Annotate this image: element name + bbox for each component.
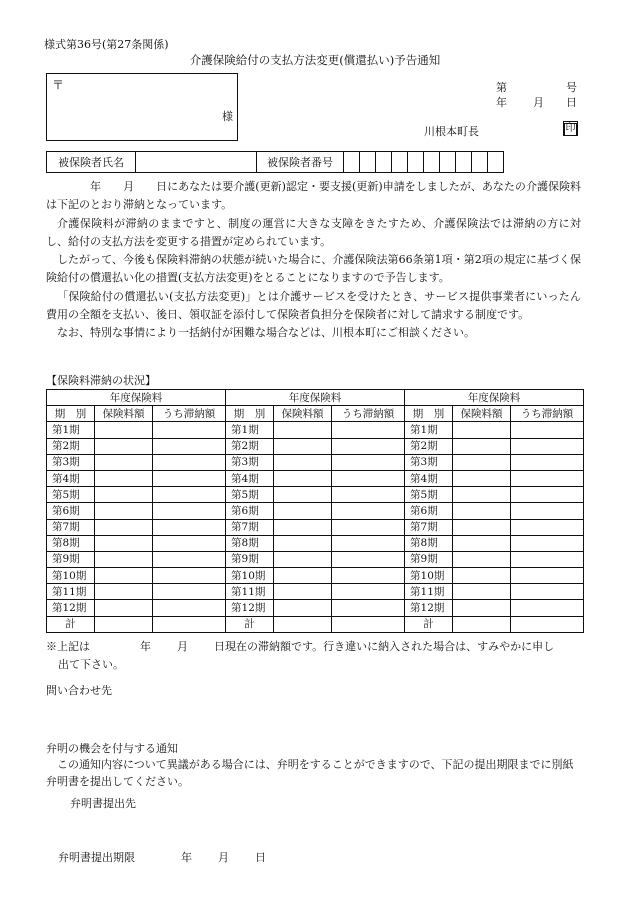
period-label: 第7期 <box>47 519 95 535</box>
table-row <box>47 503 584 519</box>
period-label: 第6期 <box>47 503 95 519</box>
col-amount-header: 保険料額 <box>453 406 511 422</box>
arrears-amount-cell <box>153 487 226 503</box>
table-row <box>47 487 584 503</box>
arrears-table <box>46 389 584 633</box>
arrears-amount-cell <box>332 568 405 584</box>
premium-amount-cell <box>453 454 511 470</box>
premium-amount-cell <box>453 487 511 503</box>
premium-amount-cell <box>95 535 153 551</box>
arrears-amount-cell <box>332 503 405 519</box>
premium-amount-cell <box>274 438 332 454</box>
period-label: 第5期 <box>47 487 95 503</box>
doc-date-month: 月 <box>533 96 544 109</box>
premium-amount-cell <box>274 487 332 503</box>
note-prefix: ※上記は <box>46 640 90 653</box>
period-label: 第11期 <box>226 584 274 600</box>
notice-body <box>46 178 581 343</box>
arrears-amount-cell <box>153 600 226 616</box>
arrears-amount-cell <box>153 584 226 600</box>
col-period-header: 期 別 <box>47 406 95 422</box>
period-label: 第3期 <box>47 454 95 470</box>
doc-number-suffix: 号 <box>566 81 577 94</box>
form-number: 様式第36号(第27条関係) <box>44 38 169 51</box>
arrears-amount-cell <box>511 551 584 567</box>
premium-amount-cell <box>95 600 153 616</box>
total-label: 計 <box>47 616 95 632</box>
col-arrears-header: うち滞納額 <box>511 406 584 422</box>
doc-date-year: 年 <box>496 96 507 109</box>
note-text: 日現在の滞納額です。行き違いに納入された場合は、すみやかに申し <box>214 640 555 653</box>
deadline-day: 日 <box>255 851 266 864</box>
body-paragraph-1-text: 日にあなたは要介護(更新)認定・要支援(更新)申請をしましたが、あなたの介護保険料は下記のとおり滞納となっています。 <box>46 180 582 212</box>
arrears-amount-cell <box>511 616 584 632</box>
premium-amount-cell <box>274 422 332 438</box>
recipient-address-box <box>46 73 238 141</box>
arrears-amount-cell <box>511 568 584 584</box>
doc-number-prefix: 第 <box>496 81 507 94</box>
premium-amount-cell <box>453 503 511 519</box>
fiscal-year-header: 年度保険料 <box>47 390 226 406</box>
premium-amount-cell <box>95 422 153 438</box>
arrears-amount-cell <box>511 487 584 503</box>
premium-amount-cell <box>95 519 153 535</box>
premium-amount-cell <box>95 487 153 503</box>
insured-number-digit <box>472 152 488 173</box>
premium-amount-cell <box>274 568 332 584</box>
explanation-notice-paragraph: この通知内容について異議がある場合には、弁明をすることができますので、下記の提出期限までに別紙弁明書を提出してください。 <box>46 758 574 788</box>
arrears-amount-cell <box>511 503 584 519</box>
period-label: 第7期 <box>405 519 453 535</box>
honorific-label: 様 <box>222 110 233 123</box>
arrears-amount-cell <box>332 519 405 535</box>
premium-amount-cell <box>453 584 511 600</box>
premium-amount-cell <box>95 454 153 470</box>
insured-number-digit <box>392 152 408 173</box>
insured-number-digit <box>488 152 504 173</box>
period-label: 第4期 <box>405 470 453 486</box>
premium-amount-cell <box>274 551 332 567</box>
arrears-amount-cell <box>332 616 405 632</box>
document-title: 介護保険給付の支払方法変更(償還払い)予告通知 <box>189 53 441 67</box>
premium-amount-cell <box>95 616 153 632</box>
arrears-amount-cell <box>332 487 405 503</box>
col-period-header: 期 別 <box>405 406 453 422</box>
col-amount-header: 保険料額 <box>274 406 332 422</box>
premium-amount-cell <box>95 438 153 454</box>
arrears-amount-cell <box>511 584 584 600</box>
premium-amount-cell <box>95 568 153 584</box>
premium-amount-cell <box>453 535 511 551</box>
period-label: 第4期 <box>226 470 274 486</box>
insured-number-digit <box>344 152 360 173</box>
premium-amount-cell <box>274 503 332 519</box>
body-year: 年 <box>90 180 102 193</box>
arrears-amount-cell <box>153 503 226 519</box>
total-label: 計 <box>226 616 274 632</box>
arrears-amount-cell <box>153 568 226 584</box>
arrears-note-continued: 出て下さい。 <box>58 658 124 671</box>
table-row <box>47 535 584 551</box>
period-label: 第12期 <box>47 600 95 616</box>
period-label: 第6期 <box>405 503 453 519</box>
premium-amount-cell <box>95 470 153 486</box>
arrears-amount-cell <box>511 454 584 470</box>
arrears-amount-cell <box>511 470 584 486</box>
premium-amount-cell <box>453 519 511 535</box>
explanation-notice-text <box>46 756 581 790</box>
premium-amount-cell <box>95 584 153 600</box>
arrears-amount-cell <box>153 519 226 535</box>
arrears-amount-cell <box>511 438 584 454</box>
table-row <box>47 454 584 470</box>
col-amount-header: 保険料額 <box>95 406 153 422</box>
submission-deadline <box>58 849 266 865</box>
submission-address-label: 弁明書提出先 <box>70 797 136 810</box>
doc-date-day: 日 <box>566 96 577 109</box>
premium-amount-cell <box>95 503 153 519</box>
seal-icon: 印 <box>565 123 576 134</box>
premium-amount-cell <box>453 438 511 454</box>
body-paragraph-2: 介護保険料が滞納のままですと、制度の運営に大きな支障をきたすため、介護保険法では滞納の方に対し、給付の支払方法を変更する措置が定められています。 <box>46 216 581 248</box>
arrears-amount-cell <box>511 519 584 535</box>
body-paragraph-3: したがって、今後も保険料滞納の状態が続いた場合に、介護保険法第66条第1項・第2項の規定に基づく保険給付の償還払い化の措置(支払方法変更)をとることになりますので予告します。 <box>46 253 581 285</box>
period-label: 第11期 <box>47 584 95 600</box>
period-label: 第12期 <box>405 600 453 616</box>
period-label: 第8期 <box>47 535 95 551</box>
arrears-amount-cell <box>153 422 226 438</box>
arrears-amount-cell <box>153 438 226 454</box>
col-period-header: 期 別 <box>226 406 274 422</box>
arrears-amount-cell <box>332 470 405 486</box>
period-label: 第9期 <box>47 551 95 567</box>
table-row <box>47 600 584 616</box>
arrears-amount-cell <box>332 584 405 600</box>
premium-amount-cell <box>453 600 511 616</box>
insured-number-label: 被保険者番号 <box>257 152 344 173</box>
explanation-notice-title: 弁明の機会を付与する通知 <box>46 742 178 755</box>
note-month: 月 <box>177 640 188 653</box>
arrears-amount-cell <box>511 600 584 616</box>
body-month: 月 <box>123 180 135 193</box>
period-label: 第2期 <box>47 438 95 454</box>
postal-mark-icon: 〒 <box>52 78 65 92</box>
arrears-amount-cell <box>332 438 405 454</box>
fiscal-year-header: 年度保険料 <box>226 390 405 406</box>
arrears-amount-cell <box>153 535 226 551</box>
arrears-amount-cell <box>153 470 226 486</box>
table-row <box>47 519 584 535</box>
deadline-label: 弁明書提出期限 <box>58 851 135 864</box>
arrears-amount-cell <box>332 600 405 616</box>
period-label: 第9期 <box>405 551 453 567</box>
premium-amount-cell <box>274 454 332 470</box>
arrears-amount-cell <box>153 616 226 632</box>
period-label: 第3期 <box>405 454 453 470</box>
arrears-status-heading: 【保険料滞納の状況】 <box>46 374 156 387</box>
body-paragraph-5: なお、特別な事情により一括納付が困難な場合などは、川根本町にご相談ください。 <box>57 326 475 340</box>
insured-number-digit <box>440 152 456 173</box>
table-row <box>47 568 584 584</box>
total-label: 計 <box>405 616 453 632</box>
arrears-amount-cell <box>332 454 405 470</box>
arrears-amount-cell <box>153 551 226 567</box>
premium-amount-cell <box>274 470 332 486</box>
col-arrears-header: うち滞納額 <box>332 406 405 422</box>
table-row <box>47 438 584 454</box>
insured-id-row <box>46 151 504 173</box>
period-label: 第1期 <box>226 422 274 438</box>
period-label: 第6期 <box>226 503 274 519</box>
period-label: 第5期 <box>405 487 453 503</box>
period-label: 第7期 <box>226 519 274 535</box>
period-label: 第12期 <box>226 600 274 616</box>
premium-amount-cell <box>453 616 511 632</box>
insured-number-digit <box>424 152 440 173</box>
insured-name-field <box>136 152 257 173</box>
arrears-amount-cell <box>511 535 584 551</box>
premium-amount-cell <box>274 535 332 551</box>
period-label: 第10期 <box>405 568 453 584</box>
body-paragraph-4: 「保険給付の償還払い(支払方法変更)」とは介護サービスを受けたとき、サービス提供事業者にいったん費用の全額を支払い、後日、領収証を添付して保険者負担分を保険者に対して請求する制度です。 <box>46 289 581 322</box>
insured-number-digit <box>376 152 392 173</box>
period-label: 第2期 <box>405 438 453 454</box>
deadline-year: 年 <box>181 851 192 864</box>
premium-amount-cell <box>274 616 332 632</box>
premium-amount-cell <box>95 551 153 567</box>
period-label: 第2期 <box>226 438 274 454</box>
period-label: 第9期 <box>226 551 274 567</box>
period-label: 第11期 <box>405 584 453 600</box>
body-paragraph-1 <box>46 178 581 215</box>
note-year: 年 <box>140 640 151 653</box>
table-total-row <box>47 616 584 632</box>
period-label: 第4期 <box>47 470 95 486</box>
inquiry-label: 問い合わせ先 <box>46 684 112 697</box>
col-arrears-header: うち滞納額 <box>153 406 226 422</box>
deadline-month: 月 <box>218 851 229 864</box>
premium-amount-cell <box>453 568 511 584</box>
period-label: 第10期 <box>47 568 95 584</box>
premium-amount-cell <box>453 470 511 486</box>
fiscal-year-header: 年度保険料 <box>405 390 584 406</box>
period-label: 第3期 <box>226 454 274 470</box>
insured-number-digit <box>408 152 424 173</box>
premium-amount-cell <box>274 600 332 616</box>
period-label: 第8期 <box>405 535 453 551</box>
premium-amount-cell <box>453 422 511 438</box>
table-row <box>47 470 584 486</box>
period-label: 第5期 <box>226 487 274 503</box>
table-row <box>47 422 584 438</box>
arrears-note <box>46 638 554 654</box>
arrears-amount-cell <box>153 454 226 470</box>
arrears-amount-cell <box>511 422 584 438</box>
arrears-amount-cell <box>332 535 405 551</box>
table-row <box>47 584 584 600</box>
table-row <box>47 551 584 567</box>
seal-box <box>563 121 578 136</box>
premium-amount-cell <box>274 584 332 600</box>
period-label: 第10期 <box>226 568 274 584</box>
insured-name-label: 被保険者氏名 <box>47 152 136 173</box>
period-label: 第8期 <box>226 535 274 551</box>
arrears-amount-cell <box>332 422 405 438</box>
arrears-amount-cell <box>332 551 405 567</box>
insured-number-digit <box>360 152 376 173</box>
period-label: 第1期 <box>47 422 95 438</box>
premium-amount-cell <box>274 519 332 535</box>
period-label: 第1期 <box>405 422 453 438</box>
issuer-name: 川根本町長 <box>424 125 479 138</box>
premium-amount-cell <box>453 551 511 567</box>
insured-number-digit <box>456 152 472 173</box>
